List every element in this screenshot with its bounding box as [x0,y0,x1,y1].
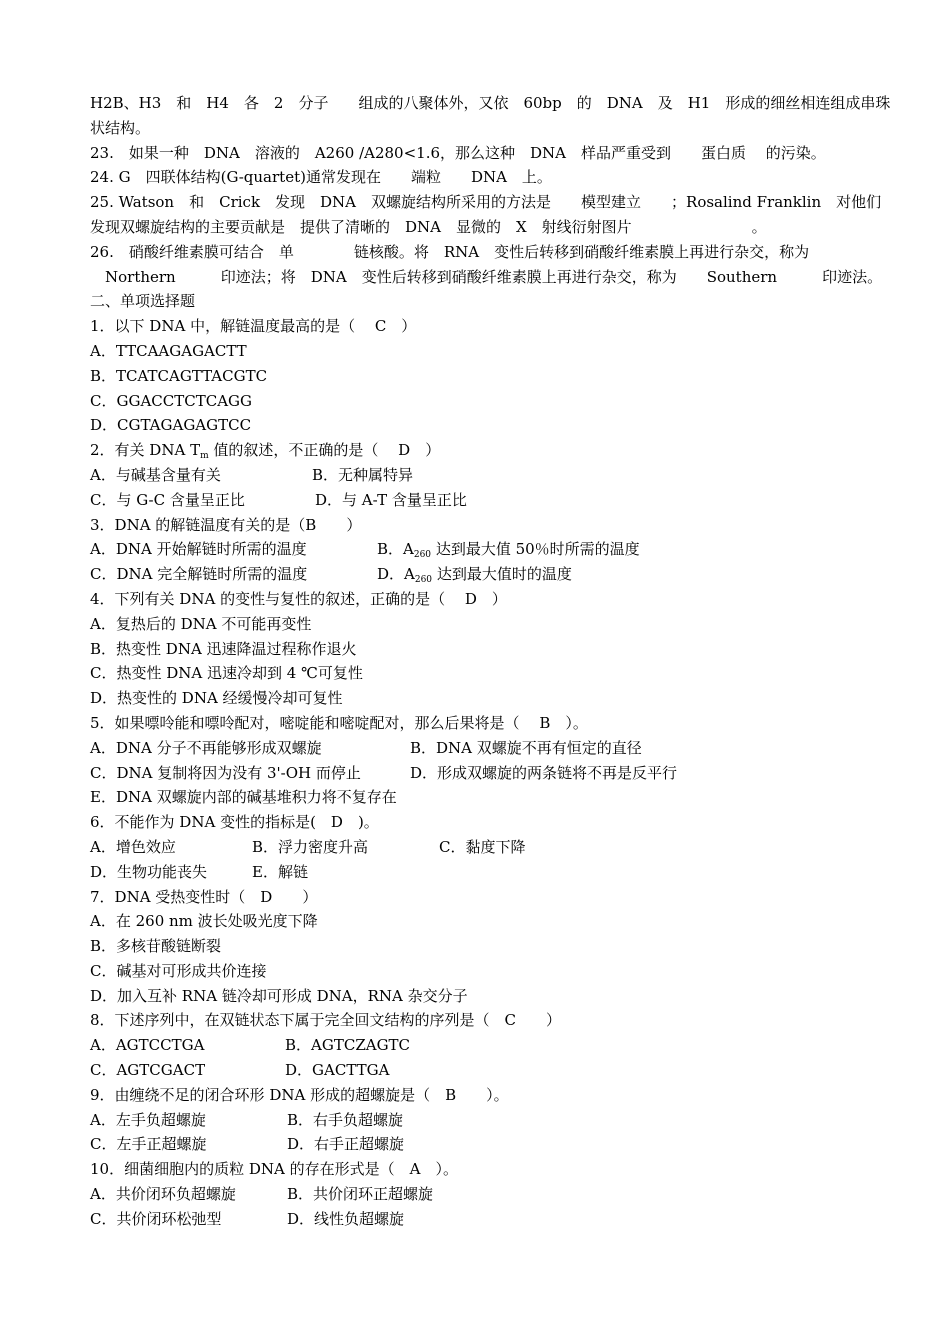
question-9: 9．由缠绕不足的闭合环形 DNA 形成的超螺旋是（ B ）。 [90,1085,509,1104]
question-2-text-pre: 2．有关 DNA T [90,441,201,460]
question-10-options-row-1 [90,1182,860,1207]
question-7-option-c: C．碱基对可形成共价连接 [90,961,267,980]
question-3-option-b-subscript: 260 [413,550,432,561]
document-content [90,91,891,1232]
question-2-option-b: B．无种属特异 [312,465,414,484]
fill-question-24: 24. G 四联体结构(G-quartet)通常发现在 端粒 DNA 上。 [90,168,552,187]
question-3-option-c: C．DNA 完全解链时所需的温度 [90,565,308,584]
question-9-options-row-2 [90,1132,860,1157]
question-4-option-c: C．热变性 DNA 迅速冷却到 4 ℃可复性 [90,664,363,683]
question-4-option-b: B．热变性 DNA 迅速降温过程称作退火 [90,639,357,658]
question-5-option-c: C．DNA 复制将因为没有 3'-OH 而停止 [90,763,361,782]
question-1-option-d: D．CGTAGAGAGTCC [90,416,252,435]
question-5-option-d: D．形成双螺旋的两条链将不再是反平行 [410,763,678,782]
question-6-option-e: E．解链 [252,862,308,881]
question-6: 6．不能作为 DNA 变性的指标是( D )。 [90,813,379,832]
intro-line-1 [90,91,891,116]
question-8-option-a: A．AGTCCTGA [90,1036,205,1055]
question-8-option-b: B．AGTCZAGTC [285,1036,411,1055]
question-5-option-e: E．DNA 双螺旋内部的碱基堆积力将不复存在 [90,788,397,807]
question-9-option-d: D．右手正超螺旋 [287,1135,405,1154]
question-3-option-b-post: 达到最大值 50％时所需的温度 [431,540,640,559]
question-2-option-a: A．与碱基含量有关 [90,465,221,484]
question-6-option-a: A．增色效应 [90,837,176,856]
question-3-option-b [377,537,640,562]
question-3-options-row-1 [90,537,860,562]
question-2 [90,438,860,463]
question-3-options-row-2 [90,562,860,587]
question-7-option-b: B．多核苷酸链断裂 [90,937,222,956]
question-9-option-b: B．右手负超螺旋 [287,1110,404,1129]
question-1-option-a: A．TTCAAGAGACTT [90,341,247,360]
fill-question-26-line-1: 26. 硝酸纤维素膜可结合 单 链核酸。将 RNA 变性后转移到硝酸纤维素膜上再进行杂交，称为 [90,242,810,261]
question-1-option-c: C．GGACCTCTCAGG [90,391,252,410]
fill-question-25-line-2: 发现双螺旋结构的主要贡献是 提供了清晰的 DNA 显微的 X 射线衍射图片 。 [90,217,767,236]
question-4-option-a: A．复热后的 DNA 不可能再变性 [90,614,312,633]
question-6-option-d: D．生物功能丧失 [90,862,208,881]
question-2-options-row-2 [90,488,860,513]
question-1-option-b: B．TCATCAGTTACGTC [90,366,268,385]
question-7: 7．DNA 受热变性时（ D ） [90,887,318,906]
question-10-option-b: B．共价闭环正超螺旋 [287,1185,434,1204]
question-3-option-d-pre: D．A [377,565,415,584]
question-3-option-d [377,562,572,587]
question-8-options-row-2 [90,1058,860,1083]
question-10-option-c: C．共价闭环松弛型 [90,1209,222,1228]
question-10-options-row-2 [90,1207,860,1232]
question-8-option-d: D．GACTTGA [285,1061,390,1080]
question-7-option-a: A．在 260 nm 波长处吸光度下降 [90,912,318,931]
fill-question-26-line-2: Northern 印迹法；将 DNA 变性后转移到硝酸纤维素膜上再进行杂交，称为 Southern 印迹法。 [90,267,883,286]
question-6-options-row-1 [90,835,860,860]
question-2-option-c: C．与 G-C 含量呈正比 [90,490,245,509]
question-3-option-d-subscript: 260 [414,575,433,586]
question-5-option-a: A．DNA 分子不再能够形成双螺旋 [90,738,322,757]
question-3-option-b-pre: B．A [377,540,414,559]
question-8-options-row-1 [90,1033,860,1058]
question-2-subscript: m [200,451,209,462]
question-6-option-b: B．浮力密度升高 [252,837,369,856]
question-4: 4．下列有关 DNA 的变性与复性的叙述，正确的是（ D ） [90,589,507,608]
question-9-options-row-1 [90,1108,860,1133]
question-6-option-c: C．黏度下降 [439,837,526,856]
question-7-option-d: D．加入互补 RNA 链冷却可形成 DNA，RNA 杂交分子 [90,986,468,1005]
question-10-option-d: D．线性负超螺旋 [287,1209,405,1228]
question-9-option-c: C．左手正超螺旋 [90,1135,207,1154]
section-title: 二、单项选择题 [90,292,196,311]
question-10-option-a: A．共价闭环负超螺旋 [90,1185,236,1204]
question-5-options-row-2 [90,761,860,786]
question-8: 8．下述序列中，在双链状态下属于完全回文结构的序列是（ C ） [90,1011,562,1030]
question-2-text-post: 值的叙述，不正确的是（ D ） [208,441,441,460]
question-3: 3．DNA 的解链温度有关的是（B ） [90,515,362,534]
question-3-option-d-post: 达到最大值时的温度 [432,565,572,584]
question-4-option-d: D．热变性的 DNA 经缓慢冷却可复性 [90,689,343,708]
question-10: 10．细菌细胞内的质粒 DNA 的存在形式是（ A ）。 [90,1160,458,1179]
question-2-option-d: D．与 A-T 含量呈正比 [315,490,467,509]
intro-text-1: H2B、H3 和 H4 各 2 分子 组成的八聚体外，又依 60bp 的 DNA 及 H1 形成的细丝相连组成串珠 [90,94,891,112]
question-5-options-row-1 [90,736,860,761]
question-1: 1．以下 DNA 中，解链温度最高的是（ C ） [90,317,417,336]
fill-question-23: 23. 如果一种 DNA 溶液的 A260 /A280<1.6，那么这种 DNA 样品严重受到 蛋白质 的污染。 [90,143,826,162]
question-6-options-row-2 [90,860,860,885]
question-9-option-a: A．左手负超螺旋 [90,1110,206,1129]
question-8-option-c: C．AGTCGACT [90,1061,206,1080]
intro-line-2: 状结构。 [90,118,151,137]
question-2-options-row-1 [90,463,860,488]
question-5: 5．如果嘌呤能和嘌呤配对，嘧啶能和嘧啶配对，那么后果将是（ B ）。 [90,713,588,732]
question-3-option-a: A．DNA 开始解链时所需的温度 [90,540,307,559]
question-5-option-b: B．DNA 双螺旋不再有恒定的直径 [410,738,642,757]
fill-question-25-line-1: 25. Watson 和 Crick 发现 DNA 双螺旋结构所采用的方法是 模型建立 ；Rosalind Franklin 对他们 [90,193,882,212]
